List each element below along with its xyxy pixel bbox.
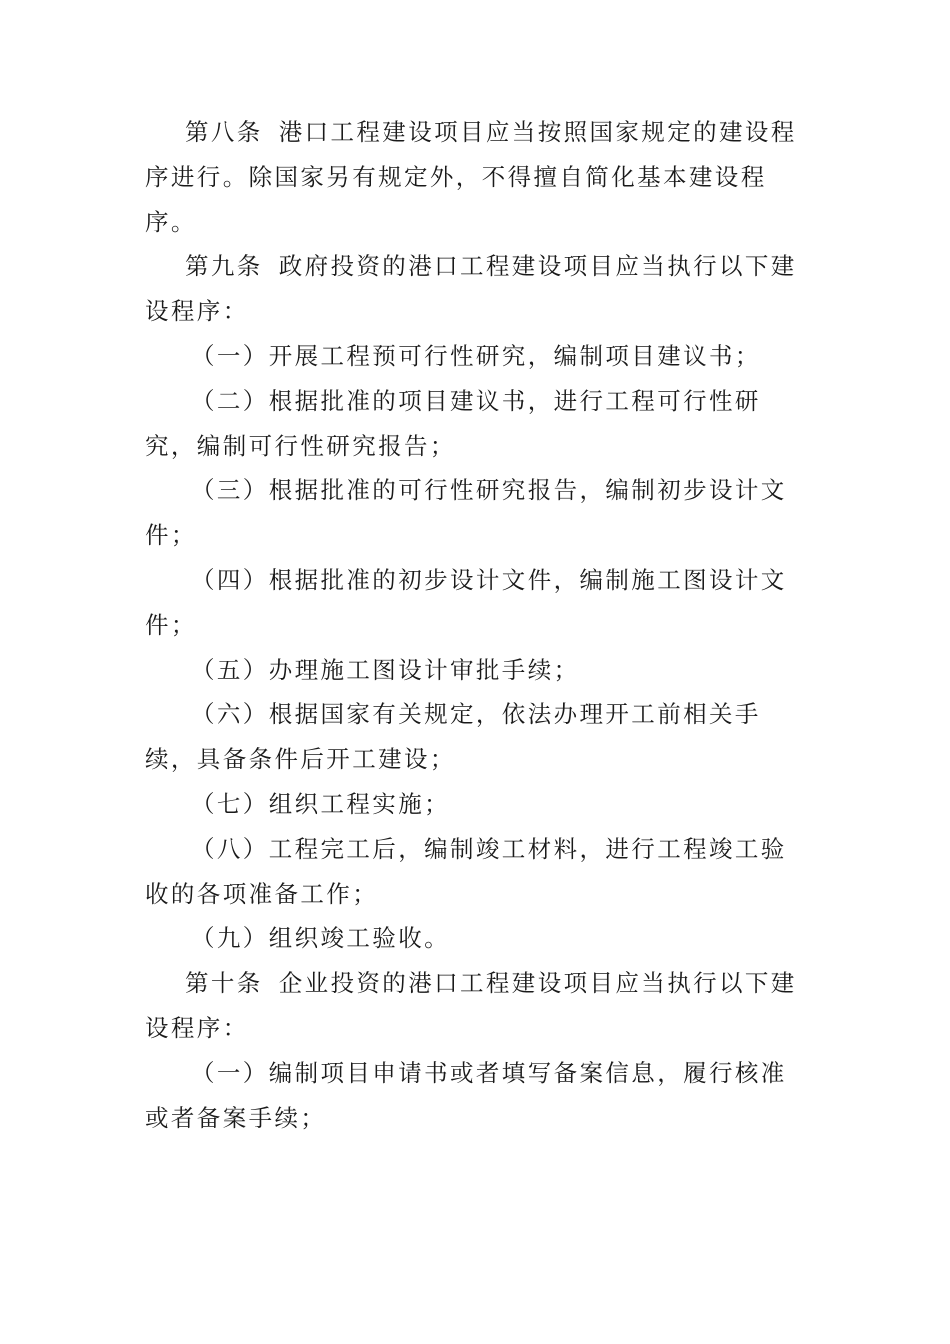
list-item: （九）组织竣工验收。 xyxy=(191,924,450,953)
article-9 xyxy=(145,244,805,334)
article-text: 企业投资的港口工程建设项目应当执行以下建设程序： xyxy=(145,969,797,1042)
list-item: （一）开展工程预可行性研究，编制项目建议书； xyxy=(191,341,761,370)
article-8 xyxy=(145,110,805,244)
list-item: （七）组织工程实施； xyxy=(191,789,450,818)
list-item: （三）根据批准的可行性研究报告，编制初步设计文件； xyxy=(145,476,787,550)
article-text: 港口工程建设项目应当按照国家规定的建设程序进行。除国家另有规定外，不得擅自简化基本建设程序。 xyxy=(145,118,797,236)
article-text: 政府投资的港口工程建设项目应当执行以下建设程序： xyxy=(145,252,797,326)
list-item: （五）办理施工图设计审批手续； xyxy=(191,655,580,684)
list-item: （四）根据批准的初步设计文件，编制施工图设计文件； xyxy=(145,565,787,639)
article-label: 第十条 xyxy=(185,969,263,998)
list-item: （八）工程完工后，编制竣工材料，进行工程竣工验收的各项准备工作； xyxy=(145,834,787,908)
document-body xyxy=(145,110,805,1140)
article-label: 第八条 xyxy=(185,118,263,146)
article-10 xyxy=(145,961,805,1051)
list-item: （二）根据批准的项目建议书，进行工程可行性研究，编制可行性研究报告； xyxy=(145,386,761,460)
article-label: 第九条 xyxy=(185,252,263,281)
list-item: （一）编制项目申请书或者填写备案信息，履行核准或者备案手续； xyxy=(145,1058,787,1132)
list-item: （六）根据国家有关规定，依法办理开工前相关手续，具备条件后开工建设； xyxy=(145,700,761,774)
